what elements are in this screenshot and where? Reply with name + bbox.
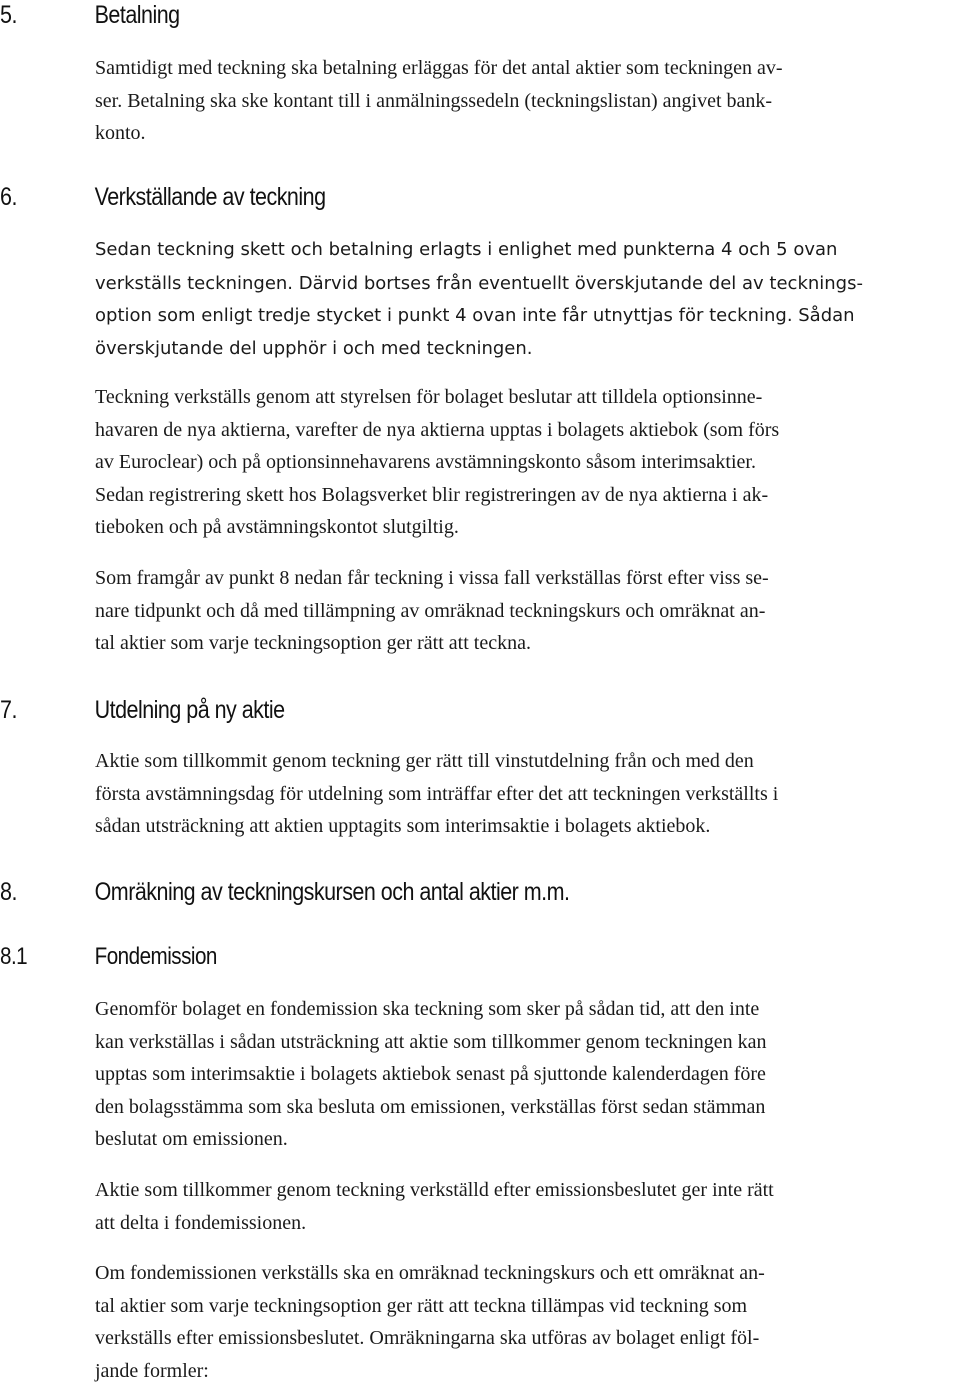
text-line: nare tidpunkt och då med tillämpning av omräknad teckningskurs och omräknat an- <box>95 599 766 622</box>
text-line: Aktie som tillkommit genom teckning ger rätt till vinstutdelning från och med den <box>95 750 754 772</box>
section-number: 8. <box>0 878 17 906</box>
text-line: Aktie som tillkommer genom teckning verkställd efter emissionsbeslutet ger inte rätt <box>95 1179 774 1201</box>
text-line: den bolagsstämma som ska besluta om emissionen, verkställas först sedan stämman <box>95 1095 766 1118</box>
section-6-paragraph-3 <box>95 562 955 660</box>
section-8-1-paragraph-1 <box>95 993 955 1156</box>
section-5-paragraph-1 <box>95 52 955 150</box>
text-line: beslutat om emissionen. <box>95 1128 288 1150</box>
text-line: upptas som interimsaktie i bolagets aktiebok senast på sjuttonde kalenderdagen före <box>95 1063 766 1085</box>
text-line: ser. Betalning ska ske kontant till i anmälningssedeln (teckningslistan) angivet bank- <box>95 89 773 112</box>
text-line: option som enligt tredje stycket i punkt 4 ovan inte får utnyttjas för teckning. Sådan <box>95 305 855 326</box>
section-title: Omräkning av teckningskursen och antal aktier m.m. <box>94 878 570 906</box>
text-run: Därvid bortses från eventuellt överskjutande del av tecknings- <box>293 272 863 294</box>
text-line: jande formler: <box>95 1359 209 1382</box>
text-line: Genomför bolaget en fondemission ska teckning som sker på sådan tid, att den inte <box>95 998 760 1020</box>
text-line: tal aktier som varje teckningsoption ger rätt att teckna tillämpas vid teckning som <box>95 1294 748 1317</box>
text-line: första avstämningsdag för utdelning som inträffar efter det att teckningen verkställts i <box>95 782 779 805</box>
section-8-heading <box>0 877 569 907</box>
section-8-1-heading <box>0 942 217 972</box>
section-number: 7. <box>0 696 17 724</box>
text-line: sådan utsträckning att aktien upptagits som interimsaktie i bolagets aktiebok. <box>95 815 711 837</box>
section-number: 6. <box>0 183 17 211</box>
section-title: Utdelning på ny aktie <box>94 696 285 724</box>
text-line: Sedan registrering skett hos Bolagsverket blir registreringen av de nya aktierna i ak- <box>95 483 769 506</box>
section-6-paragraph-1 <box>95 234 955 365</box>
section-number: 5. <box>0 1 17 29</box>
section-6-heading <box>0 182 326 212</box>
section-8-1-paragraph-3 <box>95 1257 955 1387</box>
text-line: Teckning verkställs genom att styrelsen för bolaget beslutar att tilldela optionsinne- <box>95 386 763 408</box>
text-line: tal aktier som varje teckningsoption ger rätt att teckna. <box>95 632 531 654</box>
text-line: verkställs efter emissionsbeslutet. Omräkningarna ska utföras av bolaget enligt föl- <box>95 1327 760 1349</box>
section-title: Betalning <box>94 1 180 29</box>
section-7-heading <box>0 695 285 725</box>
text-run: verkställs teckningen. <box>95 272 294 294</box>
text-line: kan verkställas i sådan utsträckning att aktie som tillkommer genom teckningen kan <box>95 1030 767 1053</box>
text-line: av Euroclear) och på optionsinnehavarens avstämningskonto såsom interimsaktier. <box>95 451 756 473</box>
text-line: Om fondemissionen verkställs ska en omräknad teckningskurs och ett omräknat an- <box>95 1262 765 1284</box>
text-line: tieboken och på avstämningskontot slutgiltig. <box>95 516 459 538</box>
text-line: överskjutande del upphör i och med teckningen. <box>95 337 533 359</box>
section-title: Fondemission <box>94 943 217 970</box>
section-7-paragraph-1 <box>95 745 955 843</box>
text-line: Som framgår av punkt 8 nedan får teckning i vissa fall verkställas först efter viss se- <box>95 567 769 589</box>
text-line: att delta i fondemissionen. <box>95 1211 307 1234</box>
text-line: Samtidigt med teckning ska betalning erläggas för det antal aktier som teckningen av- <box>95 57 783 79</box>
section-5-heading <box>0 0 180 30</box>
text-line: konto. <box>95 122 146 144</box>
section-number: 8.1 <box>0 943 28 970</box>
section-6-paragraph-2 <box>95 381 955 544</box>
text-line: havaren de nya aktierna, varefter de nya aktierna upptas i bolagets aktiebok (som förs <box>95 418 780 441</box>
section-8-1-paragraph-2 <box>95 1174 955 1239</box>
section-title: Verkställande av teckning <box>94 183 326 211</box>
text-line: Sedan teckning skett och betalning erlagts i enlighet med punkterna 4 och 5 ovan <box>95 239 838 260</box>
